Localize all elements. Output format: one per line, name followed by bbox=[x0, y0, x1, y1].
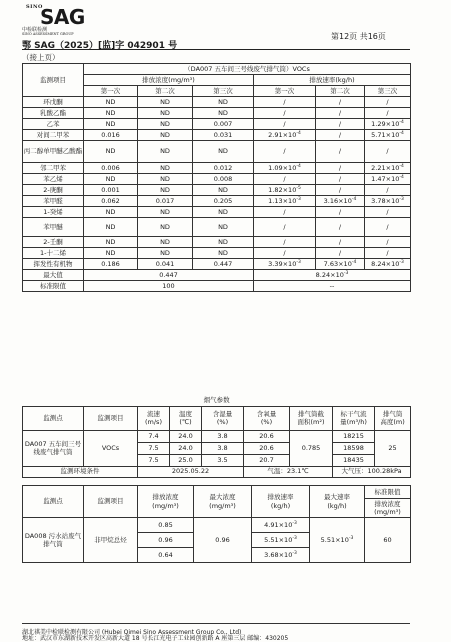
conc-value: ND bbox=[193, 185, 254, 196]
flue-title: 烟气参数 bbox=[23, 395, 411, 406]
dry-flow-value: 18435 bbox=[333, 454, 375, 466]
rate-value: / bbox=[254, 174, 316, 185]
pollutant-name: 挥发性有机物 bbox=[23, 259, 84, 270]
nmhc-rate: $4.91\times 10^{-3}$ bbox=[252, 518, 310, 533]
temp-value: 25.0 bbox=[170, 454, 202, 466]
footer-divider bbox=[22, 623, 410, 624]
rate-value: / bbox=[254, 97, 316, 108]
oxygen-value: 20.6 bbox=[244, 442, 290, 454]
nmhc-max-conc: 0.96 bbox=[194, 518, 252, 563]
nmhc-item: 非甲烷总烃 bbox=[84, 518, 138, 563]
sub-header: 第一次 bbox=[254, 86, 316, 97]
conc-value: ND bbox=[138, 130, 193, 141]
conc-value: 0.041 bbox=[138, 259, 193, 270]
pollutant-name: 1-十二烯 bbox=[23, 248, 84, 259]
conc-value: ND bbox=[138, 119, 193, 130]
conc-value: ND bbox=[84, 218, 138, 237]
flue-header: 含氧量 (%) bbox=[244, 406, 290, 430]
height-value: 25 bbox=[375, 430, 411, 466]
env-label: 监测环境条件 bbox=[23, 466, 138, 477]
rate-value: / bbox=[316, 119, 365, 130]
logo-cn-text: 中检联检测 bbox=[22, 27, 48, 33]
company-logo: SAG bbox=[40, 5, 85, 29]
nmhc-max-rate: $5.51\times 10^{-3}$ bbox=[310, 518, 365, 563]
flue-header: 流速 (m/s) bbox=[138, 406, 170, 430]
oxygen-value: 20.6 bbox=[244, 430, 290, 442]
item-header: 监测项目 bbox=[23, 64, 84, 97]
rate-value: $2.21\times 10^{-4}$ bbox=[365, 163, 411, 174]
rate-value: / bbox=[254, 141, 316, 163]
conc-value: ND bbox=[84, 119, 138, 130]
nmhc-header: 标准限值 bbox=[365, 486, 411, 499]
voc-emission-table bbox=[22, 63, 411, 292]
sub-header: 第三次 bbox=[365, 86, 411, 97]
conc-value: ND bbox=[84, 248, 138, 259]
moisture-value: 3.8 bbox=[202, 442, 244, 454]
table-row bbox=[23, 237, 411, 248]
conc-value: ND bbox=[193, 218, 254, 237]
temp-value: 24.0 bbox=[170, 430, 202, 442]
conc-value: 0.006 bbox=[84, 163, 138, 174]
conc-value: ND bbox=[138, 207, 193, 218]
sub-header: 第二次 bbox=[316, 86, 365, 97]
rate-value: $5.71\times 10^{-4}$ bbox=[365, 130, 411, 141]
table-row bbox=[23, 430, 411, 442]
nmhc-conc: 0.64 bbox=[138, 548, 194, 563]
moisture-value: 3.8 bbox=[202, 430, 244, 442]
max-rate: $8.24\times 10^{-3}$ bbox=[254, 270, 411, 281]
nmhc-conc: 0.85 bbox=[138, 518, 194, 533]
flue-gas-table bbox=[22, 395, 411, 478]
nmhc-rate: $3.68\times 10^{-3}$ bbox=[252, 548, 310, 563]
conc-value: 0.186 bbox=[84, 259, 138, 270]
continued-label: （接上页） bbox=[22, 53, 60, 62]
conc-value: ND bbox=[193, 141, 254, 163]
limit-rate: -- bbox=[254, 281, 411, 292]
conc-value: 0.205 bbox=[193, 196, 254, 207]
conc-value: 0.001 bbox=[84, 185, 138, 196]
nmhc-table bbox=[22, 485, 411, 563]
page-number: 第12页 共16页 bbox=[331, 32, 386, 41]
rate-value: $1.13\times 10^{-3}$ bbox=[254, 196, 316, 207]
rate-value: / bbox=[316, 218, 365, 237]
nmhc-header: 最大浓度 (mg/m³) bbox=[194, 486, 252, 518]
rate-value: / bbox=[316, 237, 365, 248]
conc-value: 0.012 bbox=[193, 163, 254, 174]
conc-value: ND bbox=[138, 218, 193, 237]
rate-value: $3.16\times 10^{-4}$ bbox=[316, 196, 365, 207]
conc-value: ND bbox=[193, 237, 254, 248]
table-row bbox=[23, 259, 411, 270]
moisture-value: 3.5 bbox=[202, 454, 244, 466]
rate-value: / bbox=[316, 141, 365, 163]
rate-value: / bbox=[365, 248, 411, 259]
nmhc-header: 排放浓度 (mg/m³) bbox=[138, 486, 194, 518]
rate-value: $8.24\times 10^{-3}$ bbox=[365, 259, 411, 270]
pollutant-name: 邻二甲苯 bbox=[23, 163, 84, 174]
nmhc-point: DA008 污水站废气排气筒 bbox=[23, 518, 84, 563]
table-row bbox=[23, 97, 411, 108]
table-row bbox=[23, 207, 411, 218]
conc-value: 0.016 bbox=[84, 130, 138, 141]
footer-address: 地址：武汉市东湖新技术开发区高新大道 18 号长江光电子工业园创新路 A 座第三层 邮编：430205 bbox=[22, 635, 289, 642]
flue-header: 排气筒截 面积(m²) bbox=[290, 406, 333, 430]
table-row bbox=[23, 174, 411, 185]
env-date: 2025.05.22 bbox=[138, 466, 244, 477]
conc-value: 0.062 bbox=[84, 196, 138, 207]
flow-value: 7.5 bbox=[138, 454, 170, 466]
nmhc-header: 最大速率 (kg/h) bbox=[310, 486, 365, 518]
rate-value: / bbox=[316, 207, 365, 218]
pollutant-name: 乳酸乙酯 bbox=[23, 108, 84, 119]
rate-value: / bbox=[316, 130, 365, 141]
rate-value: / bbox=[365, 97, 411, 108]
oxygen-value: 20.7 bbox=[244, 454, 290, 466]
env-temp: 气温：23.1℃ bbox=[244, 466, 333, 477]
rate-value: / bbox=[365, 237, 411, 248]
conc-value: ND bbox=[138, 108, 193, 119]
conc-value: ND bbox=[138, 141, 193, 163]
nmhc-header: 排放速率 (kg/h) bbox=[252, 486, 310, 518]
flow-value: 7.5 bbox=[138, 442, 170, 454]
conc-value: ND bbox=[84, 237, 138, 248]
table-row bbox=[23, 130, 411, 141]
rate-value: / bbox=[316, 108, 365, 119]
rate-value: / bbox=[365, 207, 411, 218]
pollutant-name: 1-癸烯 bbox=[23, 207, 84, 218]
rate-value: $1.29\times 10^{-4}$ bbox=[365, 119, 411, 130]
conc-value: ND bbox=[84, 141, 138, 163]
rate-value: / bbox=[365, 218, 411, 237]
conc-value: ND bbox=[84, 97, 138, 108]
flue-item: VOCs bbox=[84, 430, 138, 466]
conc-value: ND bbox=[193, 248, 254, 259]
pollutant-name: 2-庚酮 bbox=[23, 185, 84, 196]
sub-header: 第一次 bbox=[84, 86, 138, 97]
rate-value: / bbox=[254, 119, 316, 130]
conc-value: ND bbox=[84, 174, 138, 185]
max-label: 最大值 bbox=[23, 270, 84, 281]
table-row bbox=[23, 163, 411, 174]
rate-value: $1.82\times 10^{-5}$ bbox=[254, 185, 316, 196]
conc-value: ND bbox=[138, 185, 193, 196]
flue-header: 监测项目 bbox=[84, 406, 138, 430]
rate-value: / bbox=[316, 174, 365, 185]
rate-value: / bbox=[316, 163, 365, 174]
nmhc-limit: 60 bbox=[365, 518, 411, 563]
nmhc-header: 监测项目 bbox=[84, 486, 138, 518]
table-row bbox=[23, 108, 411, 119]
table-row bbox=[23, 196, 411, 207]
pollutant-name: 苯甲醚 bbox=[23, 218, 84, 237]
pollutant-name: 苯乙烯 bbox=[23, 174, 84, 185]
rate-value: / bbox=[316, 248, 365, 259]
rate-value: $7.63\times 10^{-4}$ bbox=[316, 259, 365, 270]
rate-value: $3.39\times 10^{-3}$ bbox=[254, 259, 316, 270]
rate-value: / bbox=[254, 218, 316, 237]
temp-value: 24.0 bbox=[170, 442, 202, 454]
limit-label: 标准限值 bbox=[23, 281, 84, 292]
rate-value: $2.91\times 10^{-4}$ bbox=[254, 130, 316, 141]
flow-value: 7.4 bbox=[138, 430, 170, 442]
nmhc-conc: 0.96 bbox=[138, 533, 194, 548]
rate-header: 排放速率(kg/h) bbox=[254, 75, 411, 86]
rate-value: / bbox=[254, 237, 316, 248]
conc-value: 0.008 bbox=[193, 174, 254, 185]
max-conc: 0.447 bbox=[84, 270, 254, 281]
dry-flow-value: 18598 bbox=[333, 442, 375, 454]
dry-flow-value: 18215 bbox=[333, 430, 375, 442]
table-row bbox=[23, 518, 411, 533]
table-row bbox=[23, 248, 411, 259]
pollutant-name: 对间二甲苯 bbox=[23, 130, 84, 141]
rate-value: / bbox=[254, 207, 316, 218]
nmhc-limit-sub: 排放浓度 (mg/m³) bbox=[365, 499, 411, 518]
conc-value: ND bbox=[138, 248, 193, 259]
header-divider bbox=[22, 49, 410, 50]
table-row bbox=[23, 218, 411, 237]
logo-small-text: SINO bbox=[26, 4, 43, 10]
rate-value: $1.47\times 10^{-4}$ bbox=[365, 174, 411, 185]
pollutant-name: 2-壬酮 bbox=[23, 237, 84, 248]
conc-value: ND bbox=[138, 97, 193, 108]
rate-value: / bbox=[316, 97, 365, 108]
nmhc-header: 监测点 bbox=[23, 486, 84, 518]
conc-value: ND bbox=[138, 163, 193, 174]
conc-value: ND bbox=[84, 108, 138, 119]
conc-value: 0.447 bbox=[193, 259, 254, 270]
conc-value: 0.007 bbox=[193, 119, 254, 130]
limit-conc: 100 bbox=[84, 281, 254, 292]
sub-header: 第三次 bbox=[193, 86, 254, 97]
flue-point: DA007 五车间三号线废气排气筒 bbox=[23, 430, 84, 466]
pollutant-name: 丙二醇单甲醚乙酸酯 bbox=[23, 141, 84, 163]
conc-header: 排放浓度(mg/m³) bbox=[84, 75, 254, 86]
flue-header: 温度 (℃) bbox=[170, 406, 202, 430]
flue-header: 排气筒 高度(m) bbox=[375, 406, 411, 430]
table-row bbox=[23, 141, 411, 163]
conc-value: ND bbox=[193, 207, 254, 218]
pollutant-name: 环戊酮 bbox=[23, 97, 84, 108]
conc-value: ND bbox=[193, 108, 254, 119]
logo-en-text: SINO ASSESSMENT GROUP bbox=[22, 32, 74, 36]
flue-header: 标干气流 量(m³/h) bbox=[333, 406, 375, 430]
section-title: （DA007 五车间三号线废气排气筒）VOCs bbox=[84, 64, 411, 75]
conc-value: ND bbox=[138, 174, 193, 185]
pollutant-name: 乙苯 bbox=[23, 119, 84, 130]
area-value: 0.785 bbox=[290, 430, 333, 466]
nmhc-rate: $5.51\times 10^{-3}$ bbox=[252, 533, 310, 548]
sub-header: 第二次 bbox=[138, 86, 193, 97]
table-row bbox=[23, 185, 411, 196]
conc-value: ND bbox=[193, 97, 254, 108]
flue-header: 监测点 bbox=[23, 406, 84, 430]
rate-value: / bbox=[365, 141, 411, 163]
conc-value: 0.017 bbox=[138, 196, 193, 207]
rate-value: / bbox=[365, 108, 411, 119]
rate-value: $1.09\times 10^{-4}$ bbox=[254, 163, 316, 174]
rate-value: / bbox=[365, 185, 411, 196]
document-number: 鄂 SAG（2025）[监]字 042901 号 bbox=[22, 41, 178, 51]
env-pressure: 大气压：100.28kPa bbox=[333, 466, 411, 477]
rate-value: / bbox=[254, 248, 316, 259]
rate-value: / bbox=[316, 185, 365, 196]
rate-value: $3.78\times 10^{-3}$ bbox=[365, 196, 411, 207]
table-row bbox=[23, 119, 411, 130]
conc-value: 0.031 bbox=[193, 130, 254, 141]
footer-company: 湖北祺美中检联检测有限公司 (Hubei Qimei Sino Assessment Group Co., Ltd) bbox=[22, 629, 242, 636]
conc-value: ND bbox=[84, 207, 138, 218]
conc-value: ND bbox=[138, 237, 193, 248]
flue-header: 含湿量 (%) bbox=[202, 406, 244, 430]
pollutant-name: 苯甲醛 bbox=[23, 196, 84, 207]
rate-value: / bbox=[254, 108, 316, 119]
